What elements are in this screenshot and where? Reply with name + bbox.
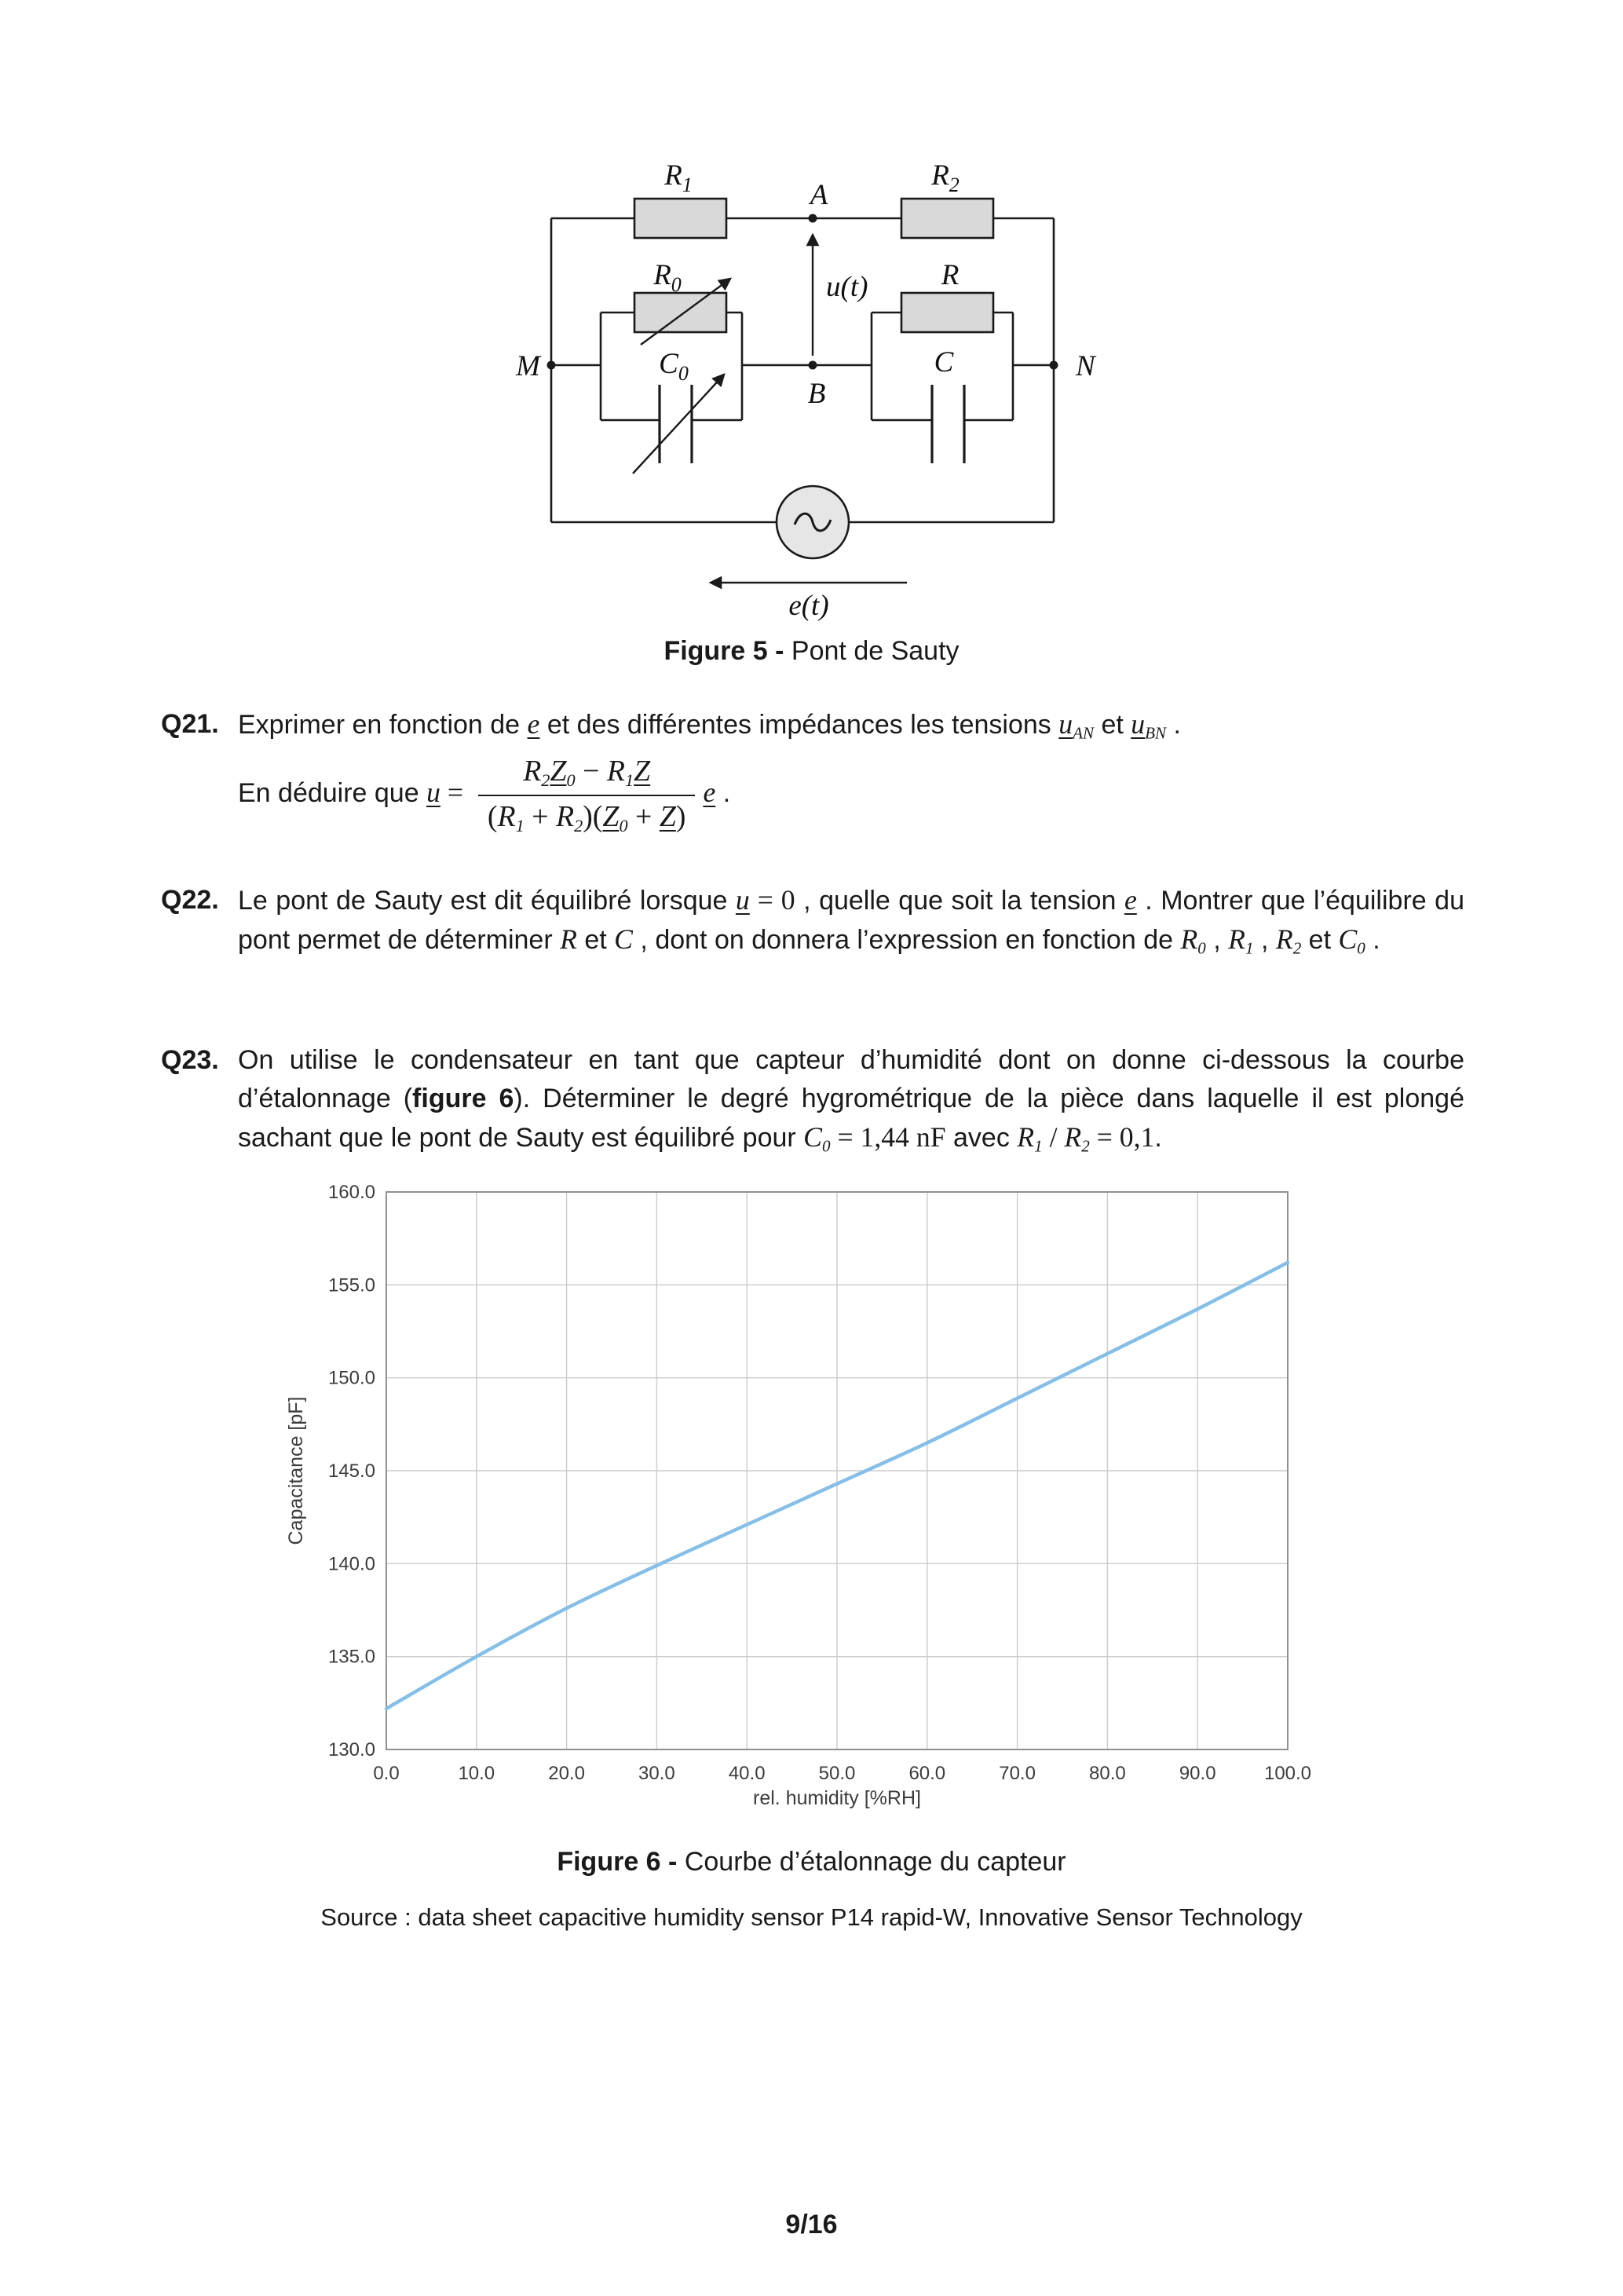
figure5-caption-bold: Figure 5 - <box>663 636 784 666</box>
x-tick-label: 0.0 <box>373 1763 400 1784</box>
x-tick-label: 50.0 <box>818 1763 856 1784</box>
calibration-chart <box>259 1172 1358 1847</box>
label-r2: $R_2$ <box>931 159 960 196</box>
label-ut: u(t) <box>826 271 868 303</box>
node-m-dot <box>547 361 556 370</box>
question-q23-text: On utilise le condensateur en tant que capteur d’humidité dont on donne ci-dessous la courbe d’étalonnage (figure 6). Déterminer le degré hygrométrique de la pièce dans laquelle il est plongé sachant que le pont de Sauty est équilibré pour C0 = 1,44 nF avec R1 / R2 = 0,1. <box>238 1045 1464 1156</box>
resistor-r-symbol <box>901 293 993 332</box>
resistor-r1-symbol <box>634 199 726 238</box>
y-tick-label: 140.0 <box>327 1553 375 1575</box>
question-q22-text: Le pont de Sauty est dit équilibré lorsque u = 0 , quelle que soit la tension e . Montrer que l’équilibre du pont permet de déterminer R et C , dont on donnera l’expression en fonction de R0 , R1 , R2 et C0 . <box>238 884 1464 958</box>
question-q22-body <box>238 881 1464 968</box>
figure6-source: Source : data sheet capacitive humidity sensor P14 rapid-W, Innovative Sensor Technology <box>320 1903 1303 1931</box>
x-tick-label: 70.0 <box>999 1763 1036 1784</box>
question-q21 <box>161 705 1464 835</box>
figure5-circuit-diagram <box>510 130 1107 640</box>
y-axis-label: Capacitance [pF] <box>285 1396 307 1545</box>
y-tick-label: 130.0 <box>327 1739 375 1760</box>
x-tick-label: 60.0 <box>908 1763 946 1784</box>
question-q21-text: Exprimer en fonction de e et des différentes impédances les tensions uAN et uBN . <box>238 708 1181 743</box>
question-q23-body <box>238 1041 1464 1166</box>
x-tick-label: 40.0 <box>728 1763 766 1784</box>
node-n-dot <box>1050 361 1058 370</box>
variable-c0-arrow-icon <box>633 375 724 473</box>
x-tick-label: 90.0 <box>1179 1763 1216 1784</box>
capacitor-c-plates <box>932 385 964 463</box>
label-a: A <box>810 179 828 211</box>
y-tick-label: 155.0 <box>327 1274 375 1296</box>
figure6-caption <box>0 1847 1623 1877</box>
fraction: $\frac{R2Z0 - R1Z}{(R1 + R2)(Z0 + Z)}$ <box>478 753 696 836</box>
label-c: C <box>934 346 954 378</box>
y-tick-label: 135.0 <box>327 1646 375 1668</box>
label-n: N <box>1076 350 1095 382</box>
figure5-caption <box>0 636 1623 667</box>
node-b-dot <box>809 361 817 370</box>
label-r0: $R_0$ <box>653 259 682 296</box>
question-q23 <box>161 1041 1464 1166</box>
label-c0: $C_0$ <box>659 348 689 385</box>
x-tick-label: 30.0 <box>638 1763 675 1784</box>
label-b: B <box>807 378 826 410</box>
question-q22 <box>161 881 1464 968</box>
y-tick-label: 150.0 <box>327 1367 375 1389</box>
question-q22-label: Q22. <box>161 885 219 915</box>
node-a-dot <box>809 214 817 223</box>
x-tick-label: 20.0 <box>548 1763 585 1784</box>
x-axis-label: rel. humidity [%RH] <box>753 1787 921 1809</box>
page-number: 9/16 <box>785 2210 838 2239</box>
label-m: M <box>516 350 540 382</box>
figure5-caption-text: Pont de Sauty <box>784 636 960 666</box>
x-tick-label: 100.0 <box>1263 1763 1312 1784</box>
circuit-wires <box>551 218 1054 522</box>
question-q23-label: Q23. <box>161 1045 219 1075</box>
figure6-chart <box>259 1172 1358 1847</box>
figure6-caption-text: Courbe d’étalonnage du capteur <box>677 1847 1066 1877</box>
question-q21-formula: En déduire que u = $\frac{R2Z0 - R1Z}{(R1 + R2)(Z0 + Z)}$ e . <box>238 754 731 835</box>
capacitor-c0-plates <box>660 385 692 463</box>
x-tick-label: 10.0 <box>458 1763 495 1784</box>
label-r1: $R_1$ <box>664 159 693 196</box>
resistor-r0-symbol <box>634 293 726 332</box>
question-q21-label: Q21. <box>161 709 219 739</box>
y-tick-label: 160.0 <box>327 1182 375 1203</box>
label-et: e(t) <box>788 590 829 622</box>
y-tick-label: 145.0 <box>327 1461 375 1482</box>
resistor-r2-symbol <box>901 199 993 238</box>
question-q21-body <box>238 705 1464 835</box>
figure6-caption-bold: Figure 6 - <box>557 1847 678 1877</box>
chart-grid <box>328 1182 1311 1784</box>
label-r: R <box>941 259 960 291</box>
x-tick-label: 80.0 <box>1089 1763 1126 1784</box>
